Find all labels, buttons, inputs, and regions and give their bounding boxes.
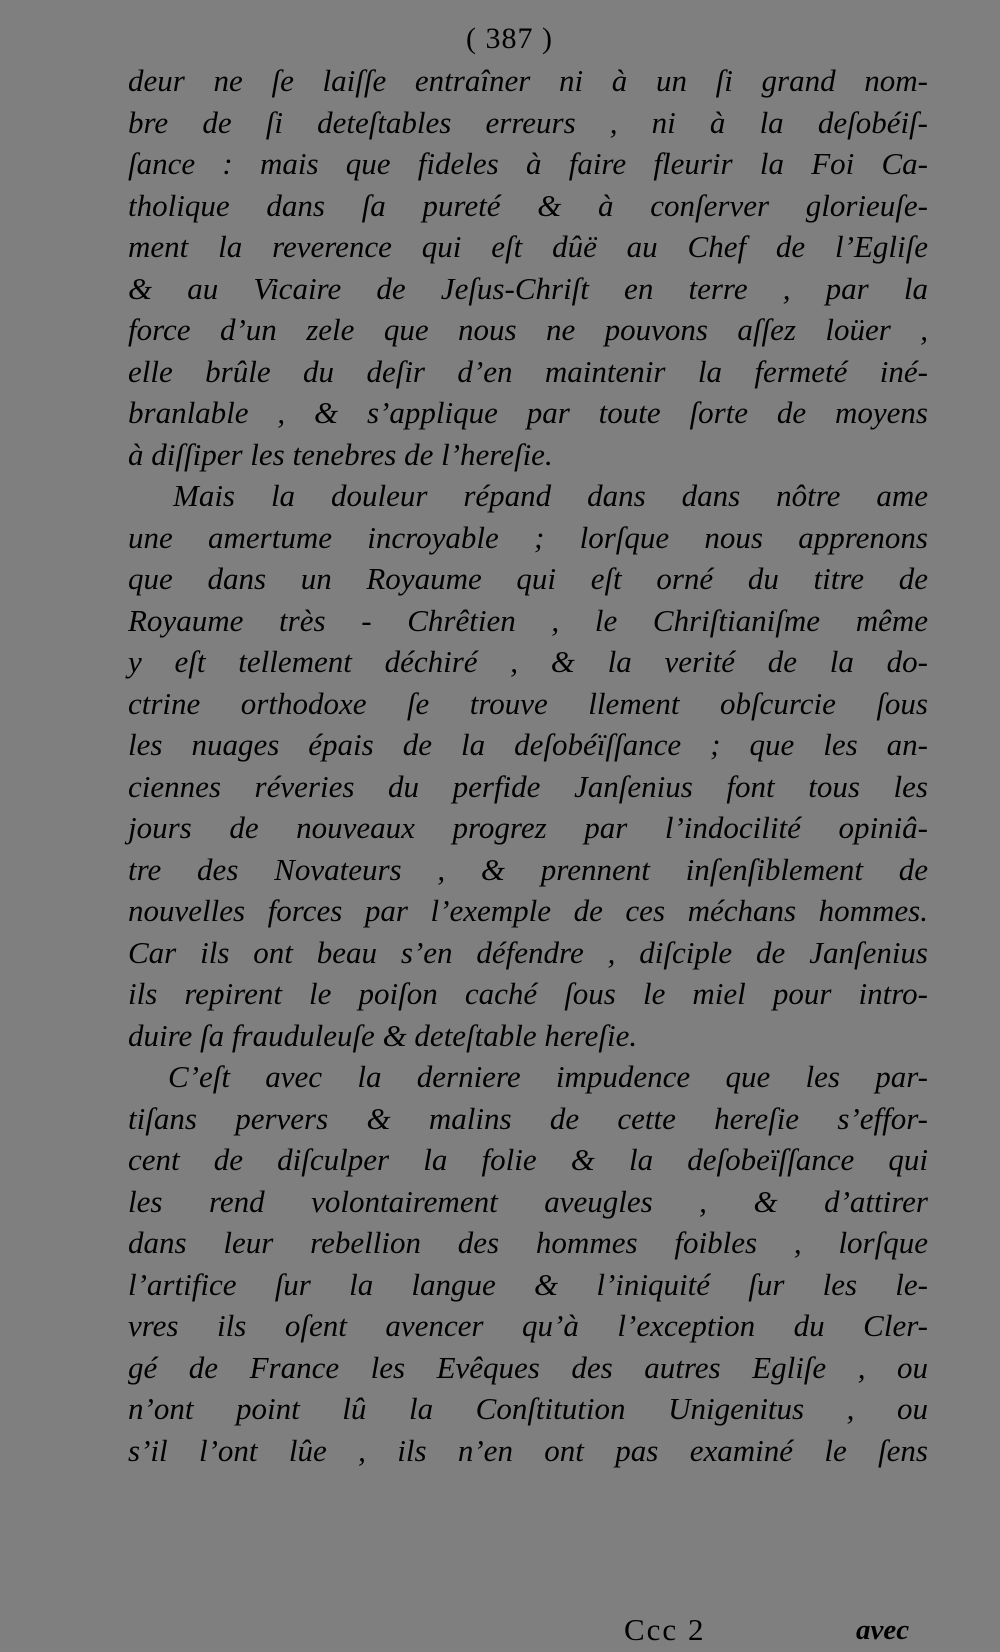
paragraph-start-line: C’eſt avec la derniere impudence que les par- — [168, 1059, 928, 1094]
text-line: Car ils ont beau s’en défendre , diſciple de Janſenius — [128, 934, 928, 970]
text-line: les nuages épais de la deſobéïſſance ; que les an- — [128, 727, 928, 762]
page-number: ( 387 ) — [466, 22, 553, 55]
text-line: l’artifice ſur la langue & l’iniquité ſur les le- — [128, 1266, 928, 1302]
text-line: tre des Novateurs , & prennent inſenſiblement de — [128, 851, 928, 887]
text-line: tiſans pervers & malins de cette hereſie s’effor- — [128, 1100, 928, 1136]
text-line: duire ſa frauduleuſe & deteſtable hereſie. — [128, 1017, 638, 1053]
text-line: nouvelles forces par l’exemple de ces méchans hommes. — [128, 893, 928, 928]
text-line: tholique dans ſa pureté & à conſerver glorieuſe- — [128, 187, 928, 223]
text-line: les rend volontairement aveugles , & d’attirer — [128, 1183, 928, 1219]
text-line: ment la reverence qui eſt dûë au Chef de l’Egliſe — [128, 229, 928, 264]
text-line: dans leur rebellion des hommes foibles , lorſque — [128, 1225, 928, 1260]
text-line: deur ne ſe laiſſe entraîner ni à un ſi grand nom- — [128, 63, 928, 98]
text-line: n’ont point lû la Conſtitution Unigenitus , ou — [128, 1391, 928, 1426]
text-line: une amertume incroyable ; lorſque nous apprenons — [128, 519, 928, 555]
text-line: cent de diſculper la folie & la deſobeïſſance qui — [128, 1142, 928, 1177]
text-line: à diſſiper les tenebres de l’hereſie. — [128, 436, 553, 472]
text-line: force d’un zele que nous ne pouvons aſſez loüer , — [128, 312, 928, 347]
text-line: bre de ſi deteſtables erreurs , ni à la deſobéiſ- — [128, 104, 928, 140]
text-line: ſance : mais que fideles à faire fleurir la Foi Ca- — [128, 146, 928, 181]
text-line: elle brûle du deſir d’en maintenir la fermeté iné- — [128, 353, 928, 389]
signature-mark: Ccc 2 — [624, 1612, 706, 1647]
text-line: ils repirent le poiſon caché ſous le miel pour intro- — [128, 976, 928, 1011]
paragraph-start-line: Mais la douleur répand dans dans nôtre ame — [173, 478, 928, 513]
text-line: ctrine orthodoxe ſe trouve llement obſcurcie ſous — [128, 685, 928, 721]
text-line: & au Vicaire de Jeſus-Chriſt en terre , par la — [128, 270, 928, 306]
text-line: jours de nouveaux progrez par l’indocilité opiniâ- — [128, 810, 928, 845]
text-line: Royaume très - Chrêtien , le Chriſtianiſme même — [128, 602, 928, 638]
body-text — [128, 60, 928, 1471]
text-line: s’il l’ont lûe , ils n’en ont pas examiné le ſens — [128, 1432, 928, 1468]
text-line: gé de France les Evêques des autres Egliſe , ou — [128, 1349, 928, 1385]
page-footer — [0, 1612, 1000, 1652]
text-line: ciennes réveries du perfide Janſenius font tous les — [128, 768, 928, 804]
text-line: vres ils oſent avencer qu’à l’exception du Cler- — [128, 1308, 928, 1343]
text-line: branlable , & s’applique par toute ſorte de moyens — [128, 395, 928, 430]
catchword: avec — [856, 1614, 910, 1646]
text-line: y eſt tellement déchiré , & la verité de la do- — [128, 644, 928, 679]
text-line: que dans un Royaume qui eſt orné du titre de — [128, 561, 928, 596]
